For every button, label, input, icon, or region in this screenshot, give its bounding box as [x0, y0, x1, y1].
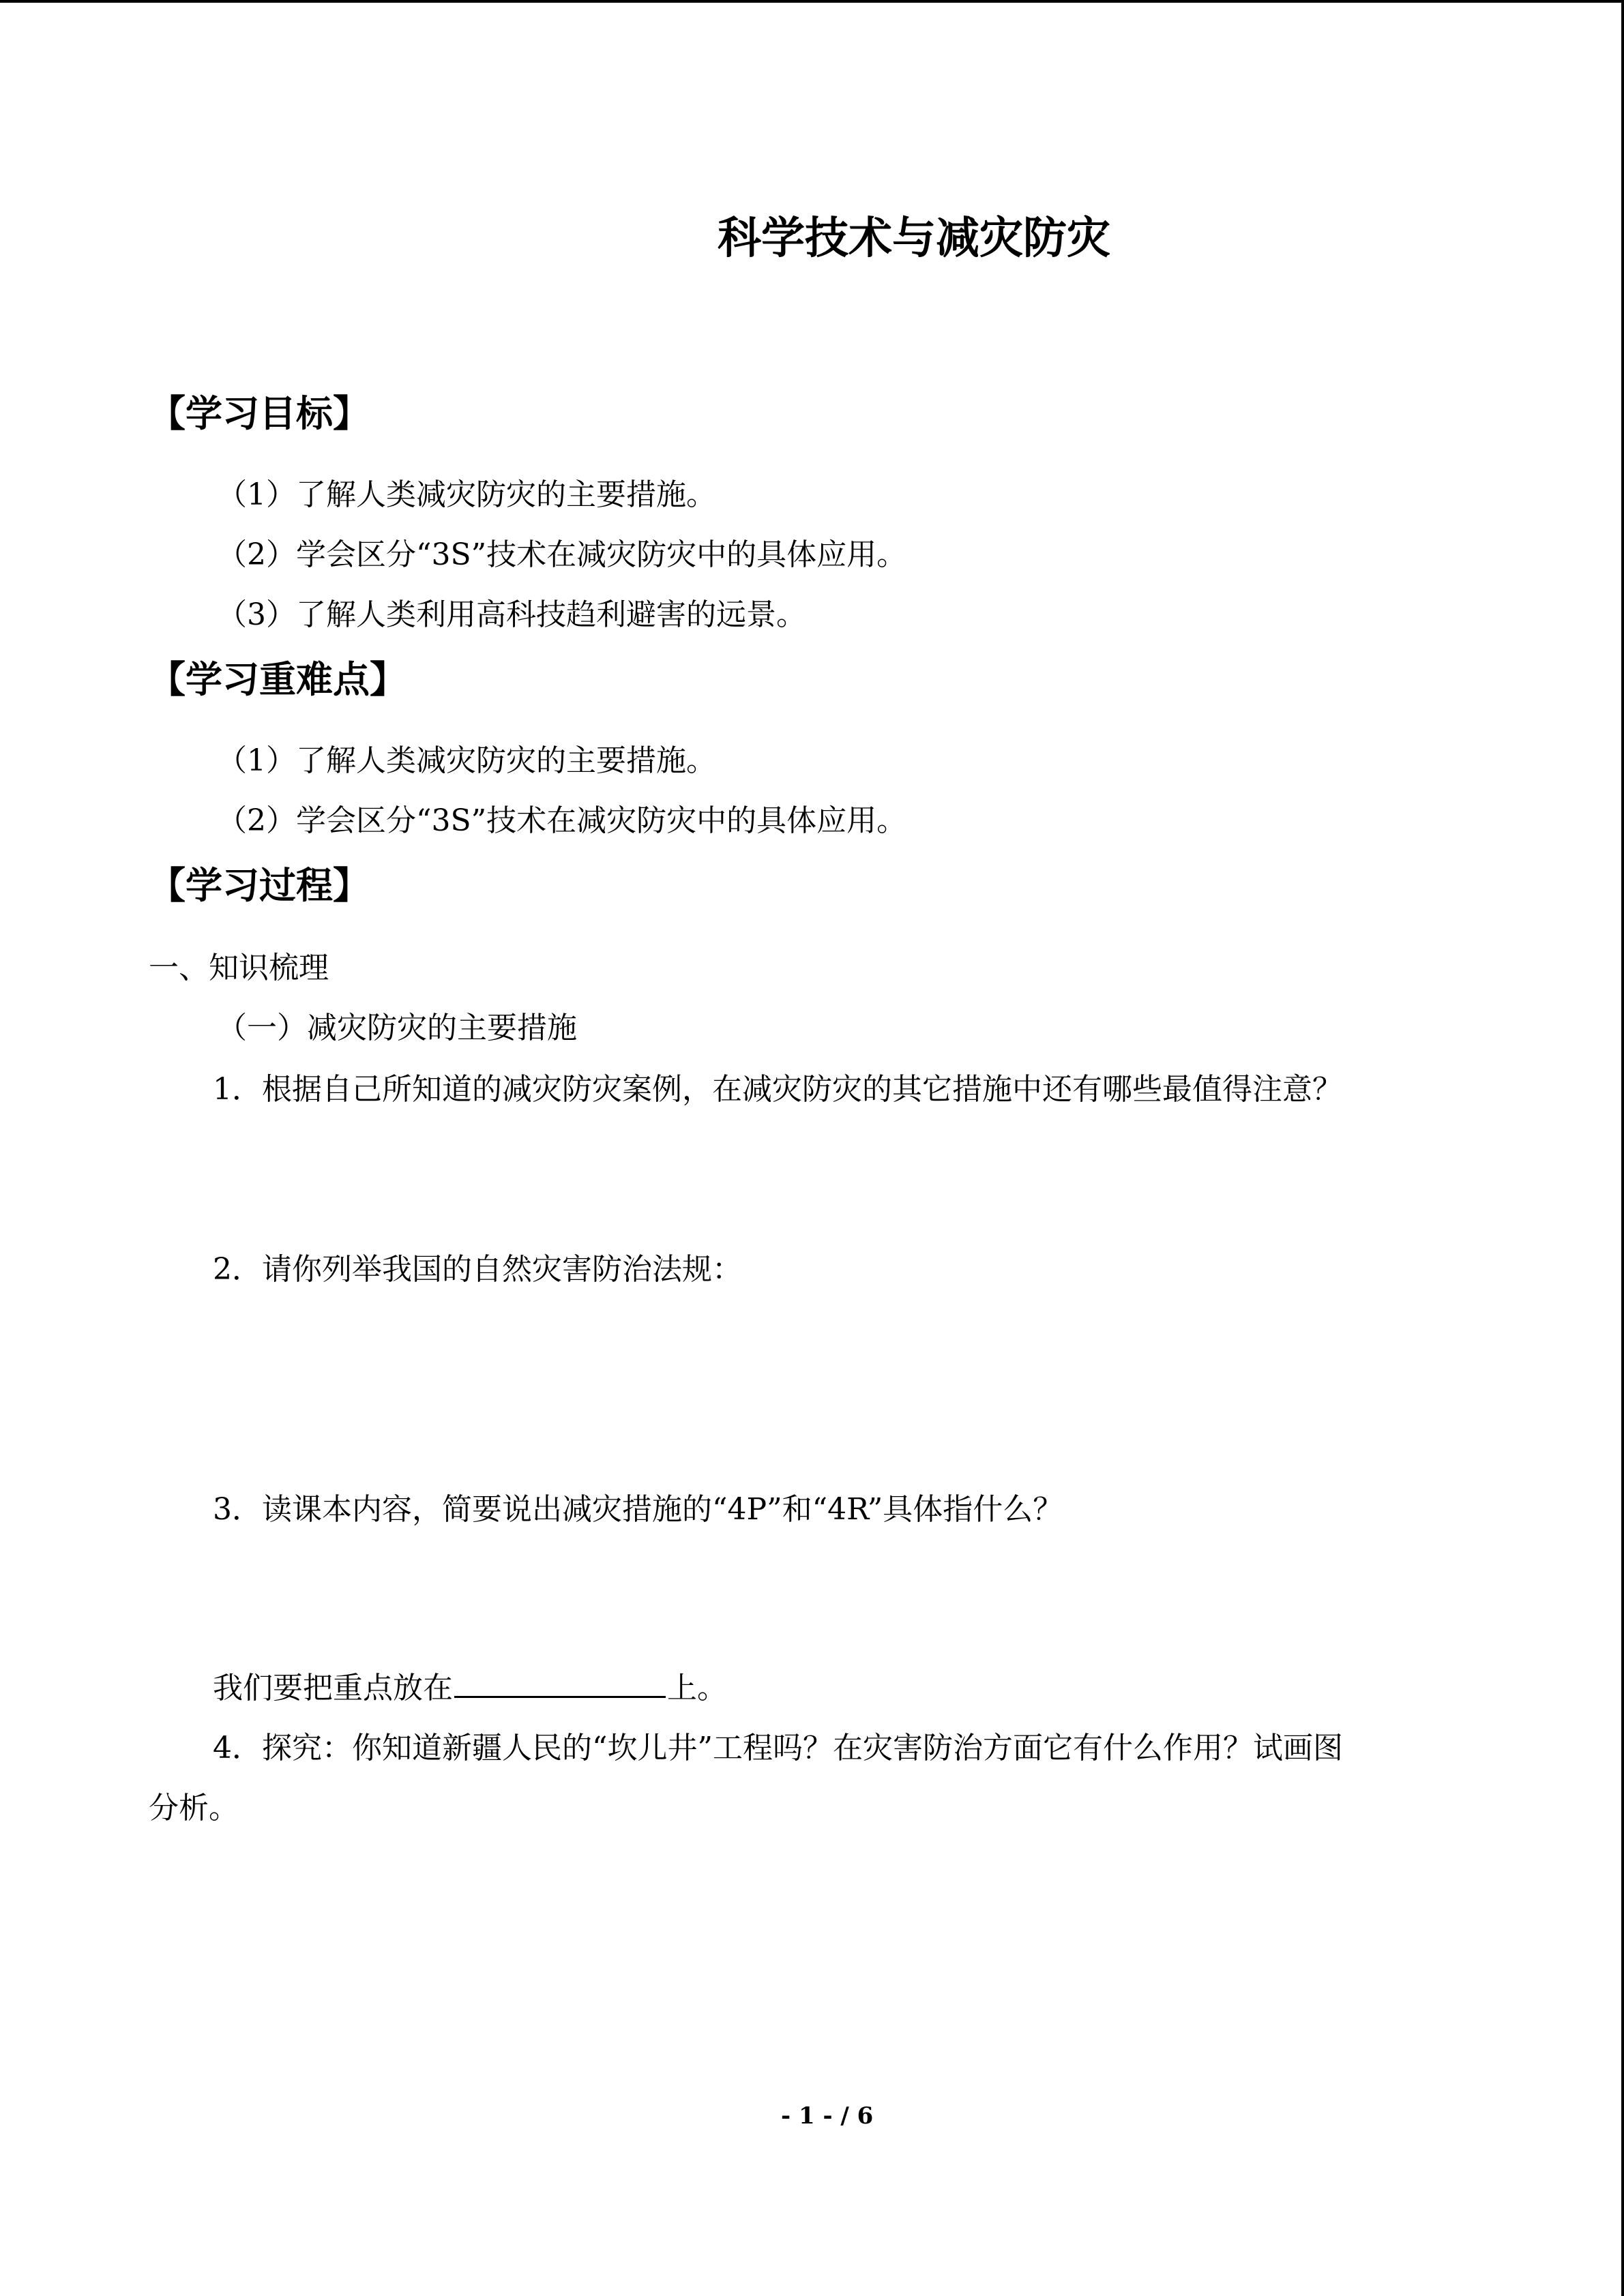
- goal-item-3: （3）了解人类利用高科技趋利避害的远景。: [217, 597, 806, 632]
- section-knowledge-review: 一、知识梳理: [149, 951, 329, 985]
- key-point-item-1: （1）了解人类减灾防灾的主要措施。: [217, 743, 716, 778]
- focus-text-after: 上。: [667, 1671, 727, 1705]
- question-4-line-2: 分析。: [149, 1791, 239, 1825]
- goal-item-1: （1）了解人类减灾防灾的主要措施。: [217, 477, 716, 512]
- page-right-border: [1621, 0, 1624, 2296]
- goal-item-2: （2）学会区分“3S”技术在减灾防灾中的具体应用。: [217, 537, 907, 572]
- fill-in-blank[interactable]: [454, 1693, 666, 1698]
- focus-fill-in-line: [213, 1673, 727, 1703]
- question-3: 3．读课本内容，简要说出减灾措施的“4P”和“4R”具体指什么？: [213, 1492, 1063, 1527]
- question-4-line-1: 4．探究：你知道新疆人民的“坎儿井”工程吗？在灾害防治方面它有什么作用？试画图: [213, 1731, 1343, 1765]
- heading-learning-process: 【学习过程】: [149, 864, 370, 907]
- heading-key-points: 【学习重难点】: [149, 658, 407, 701]
- key-point-item-2: （2）学会区分“3S”技术在减灾防灾中的具体应用。: [217, 803, 907, 838]
- heading-learning-goals: 【学习目标】: [149, 392, 370, 435]
- page-number: - 1 - / 6: [781, 2102, 874, 2130]
- subsection-main-measures: （一）减灾防灾的主要措施: [217, 1011, 577, 1045]
- question-1: 1．根据自己所知道的减灾防灾案例，在减灾防灾的其它措施中还有哪些最值得注意？: [213, 1072, 1342, 1107]
- question-2: 2．请你列举我国的自然灾害防治法规：: [213, 1252, 742, 1287]
- focus-text-before: 我们要把重点放在: [213, 1671, 453, 1705]
- page-top-border: [0, 0, 1624, 3]
- document-title: 科学技术与减灾防灾: [718, 213, 1110, 264]
